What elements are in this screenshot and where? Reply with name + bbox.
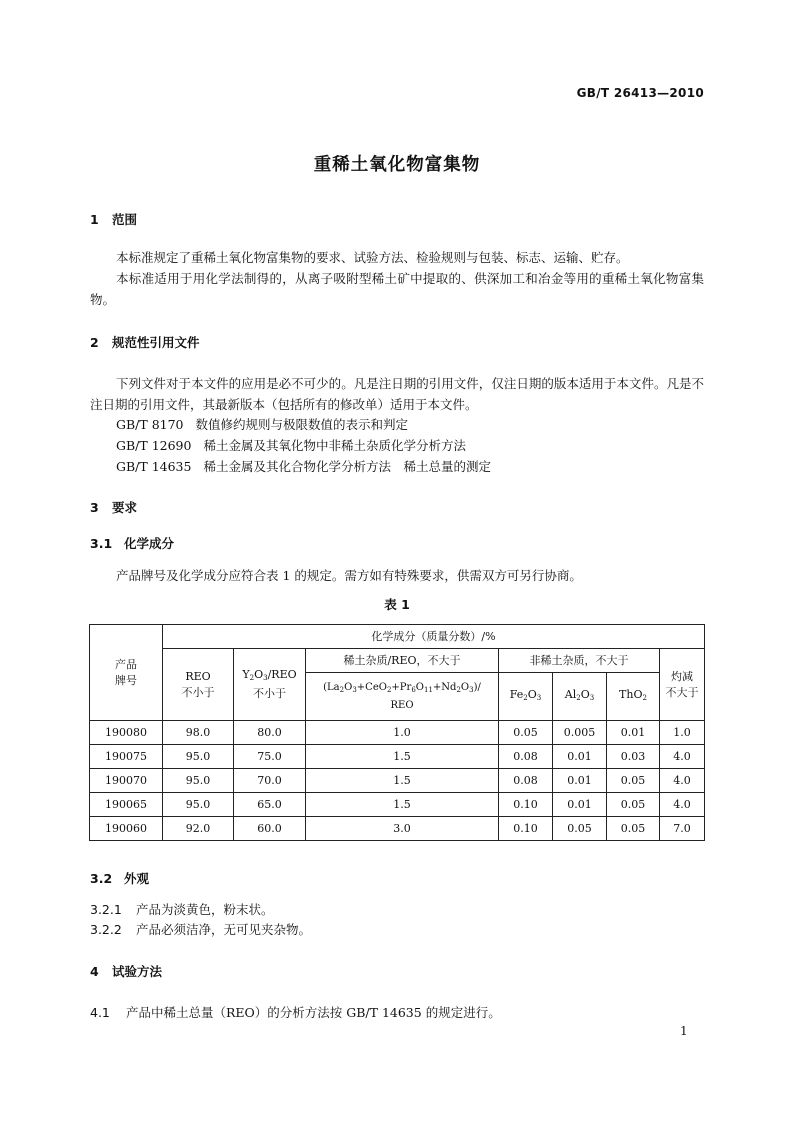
- formula-part: /REO: [267, 668, 297, 681]
- header-y2o3-sub: 不小于: [253, 687, 286, 700]
- formula-part: (La: [323, 681, 340, 693]
- cell-loss: 4.0: [660, 793, 705, 817]
- formula-subscript: 3: [352, 685, 357, 694]
- section-number: 1: [90, 212, 99, 227]
- cell-re-impurity: 1.5: [306, 793, 499, 817]
- reference-title: 稀土金属及其氧化物中非稀土杂质化学分析方法: [203, 438, 466, 453]
- formula-part: O: [527, 688, 537, 701]
- reference-item: [116, 436, 466, 454]
- reference-title: 数值修约规则与极限数值的表示和判定: [195, 417, 409, 432]
- section-number: 2: [90, 335, 99, 350]
- cell-re-impurity: 1.0: [306, 721, 499, 745]
- cell-grade: 190065: [90, 793, 163, 817]
- formula-part: O: [415, 681, 424, 693]
- section-title: 试验方法: [112, 964, 163, 979]
- document-title: 重稀土氧化物富集物: [313, 155, 481, 175]
- formula-part: +CeO: [356, 681, 387, 693]
- cell-y2o3: 60.0: [234, 817, 306, 841]
- clause-number: 4.1: [90, 1005, 110, 1020]
- cell-tho2: 0.01: [607, 721, 660, 745]
- cell-fe2o3: 0.08: [499, 745, 553, 769]
- cell-reo: 95.0: [163, 769, 234, 793]
- reference-code: GB/T 14635: [116, 459, 192, 474]
- cell-fe2o3: 0.08: [499, 769, 553, 793]
- formula-part: Y: [242, 668, 250, 681]
- header-y2o3-reo: [234, 649, 306, 721]
- reference-item: [116, 415, 408, 433]
- formula-part: +Pr: [391, 681, 412, 693]
- clause-text: 产品中稀土总量（REO）的分析方法按 GB/T 14635 的规定进行。: [126, 1005, 501, 1020]
- header-loss-on-ignition: 灼减 不大于: [660, 649, 705, 721]
- formula-subscript: 2: [576, 694, 581, 702]
- header-non-rare-earth-impurities: 非稀土杂质，不大于: [499, 649, 660, 673]
- header-chemical-composition: 化学成分（质量分数）/%: [163, 625, 705, 649]
- header-rare-earth-impurities: 稀土杂质/REO，不大于: [306, 649, 499, 673]
- cell-tho2: 0.05: [607, 769, 660, 793]
- formula-subscript: 2: [523, 694, 528, 702]
- section-3-2-heading: [90, 869, 149, 887]
- formula-subscript: 3: [469, 685, 474, 694]
- section-title: 外观: [124, 871, 150, 886]
- table-row: [90, 793, 705, 817]
- cell-y2o3: 65.0: [234, 793, 306, 817]
- section-title: 规范性引用文件: [112, 335, 200, 350]
- clause-3-2-1: [90, 900, 274, 918]
- cell-reo: 95.0: [163, 745, 234, 769]
- section-number: 3: [90, 500, 99, 515]
- cell-al2o3: 0.01: [553, 745, 607, 769]
- cell-re-impurity: 1.5: [306, 745, 499, 769]
- cell-fe2o3: 0.10: [499, 817, 553, 841]
- formula-subscript: 3: [589, 694, 595, 702]
- clause-3-2-2: [90, 920, 311, 938]
- reference-code: GB/T 8170: [116, 417, 184, 432]
- cell-grade: 190060: [90, 817, 163, 841]
- cell-grade: 190070: [90, 769, 163, 793]
- formula-subscript: 2: [339, 685, 345, 694]
- cell-grade: 190075: [90, 745, 163, 769]
- page-number: 1: [680, 1024, 688, 1038]
- section-number: 3.1: [90, 536, 113, 551]
- table-row: [90, 817, 705, 841]
- cell-loss: 4.0: [660, 745, 705, 769]
- header-al2o3: [553, 673, 607, 721]
- formula-subscript: 6: [411, 685, 416, 694]
- formula-part: O: [460, 681, 470, 693]
- header-reo: [163, 649, 234, 721]
- cell-tho2: 0.03: [607, 745, 660, 769]
- header-y2o3-label: [234, 667, 305, 686]
- section-2-heading: [90, 333, 200, 351]
- cell-y2o3: 70.0: [234, 769, 306, 793]
- header-rare-earth-formula: [306, 673, 499, 721]
- scope-paragraph-1: 本标准规定了重稀土氧化物富集物的要求、试验方法、检验规则与包装、标志、运输、贮存。: [116, 250, 629, 265]
- formula-line-2: REO: [390, 699, 414, 711]
- cell-fe2o3: 0.05: [499, 721, 553, 745]
- section-3-1-heading: [90, 534, 174, 552]
- cell-al2o3: 0.01: [553, 769, 607, 793]
- formula-subscript: 2: [456, 685, 461, 694]
- formula-part: ThO: [619, 688, 643, 701]
- section-3-heading: [90, 498, 137, 516]
- header-fe2o3: [499, 673, 553, 721]
- cell-loss: 4.0: [660, 769, 705, 793]
- formula-part: +Nd: [432, 681, 457, 693]
- cell-al2o3: 0.005: [553, 721, 607, 745]
- table-row: [90, 769, 705, 793]
- formula-subscript: 3: [263, 674, 268, 682]
- formula-part: )/: [473, 681, 481, 693]
- section-1-heading: [90, 210, 137, 228]
- section-title: 要求: [112, 500, 138, 515]
- table-row: [90, 721, 705, 745]
- formula-part: O: [254, 668, 264, 681]
- cell-reo: 95.0: [163, 793, 234, 817]
- cell-reo: 92.0: [163, 817, 234, 841]
- chemical-composition-table: [89, 624, 705, 841]
- formula-subscript: 2: [386, 685, 392, 694]
- clause-number: 3.2.2: [90, 922, 122, 937]
- reference-item: [116, 457, 491, 475]
- cell-loss: 7.0: [660, 817, 705, 841]
- references-intro-paragraph: 下列文件对于本文件的应用是必不可少的。凡是注日期的引用文件，仅注日期的版本适用于本文件。凡是不注日期的引用文件，其最新版本（包括所有的修改单）适用于本文件。: [90, 376, 704, 412]
- cell-tho2: 0.05: [607, 793, 660, 817]
- formula-line-1: [306, 680, 498, 698]
- formula-part: Al: [564, 688, 577, 701]
- formula-part: O: [344, 681, 353, 693]
- scope-paragraph-2: 本标准适用于用化学法制得的，从离子吸附型稀土矿中提取的、供深加工和冶金等用的重稀土氧化物富集物。: [90, 271, 704, 307]
- cell-tho2: 0.05: [607, 817, 660, 841]
- cell-loss: 1.0: [660, 721, 705, 745]
- header-reo-sub: 不小于: [181, 685, 215, 699]
- clause-text: 产品为淡黄色，粉末状。: [136, 902, 274, 917]
- cell-y2o3: 80.0: [234, 721, 306, 745]
- chemical-composition-paragraph: 产品牌号及化学成分应符合表 1 的规定。需方如有特殊要求，供需双方可另行协商。: [116, 568, 582, 583]
- cell-al2o3: 0.05: [553, 817, 607, 841]
- clause-text: 产品必须洁净，无可见夹杂物。: [136, 922, 312, 937]
- cell-re-impurity: 3.0: [306, 817, 499, 841]
- cell-re-impurity: 1.5: [306, 769, 499, 793]
- formula-subscript: 3: [536, 694, 542, 702]
- section-title: 化学成分: [124, 536, 175, 551]
- reference-code: GB/T 12690: [116, 438, 192, 453]
- clause-number: 3.2.1: [90, 902, 122, 917]
- header-product-grade: 产品 牌号: [90, 625, 163, 721]
- header-tho2: [607, 673, 660, 721]
- table-caption: 表 1: [384, 597, 410, 612]
- formula-part: O: [580, 688, 590, 701]
- cell-y2o3: 75.0: [234, 745, 306, 769]
- formula-subscript: 2: [249, 674, 255, 682]
- cell-fe2o3: 0.10: [499, 793, 553, 817]
- standard-number: GB/T 26413—2010: [576, 86, 704, 100]
- cell-al2o3: 0.01: [553, 793, 607, 817]
- reference-title: 稀土金属及其化合物化学分析方法 稀土总量的测定: [203, 459, 491, 474]
- formula-part: Fe: [509, 688, 524, 701]
- section-number: 4: [90, 964, 99, 979]
- formula-subscript: 11: [423, 685, 433, 694]
- cell-reo: 98.0: [163, 721, 234, 745]
- cell-grade: 190080: [90, 721, 163, 745]
- header-reo-label: REO: [185, 669, 211, 683]
- section-number: 3.2: [90, 871, 113, 886]
- table-row: [90, 745, 705, 769]
- clause-4-1: [90, 1003, 501, 1021]
- section-title: 范围: [112, 212, 138, 227]
- section-4-heading: [90, 962, 162, 980]
- formula-subscript: 2: [642, 694, 647, 702]
